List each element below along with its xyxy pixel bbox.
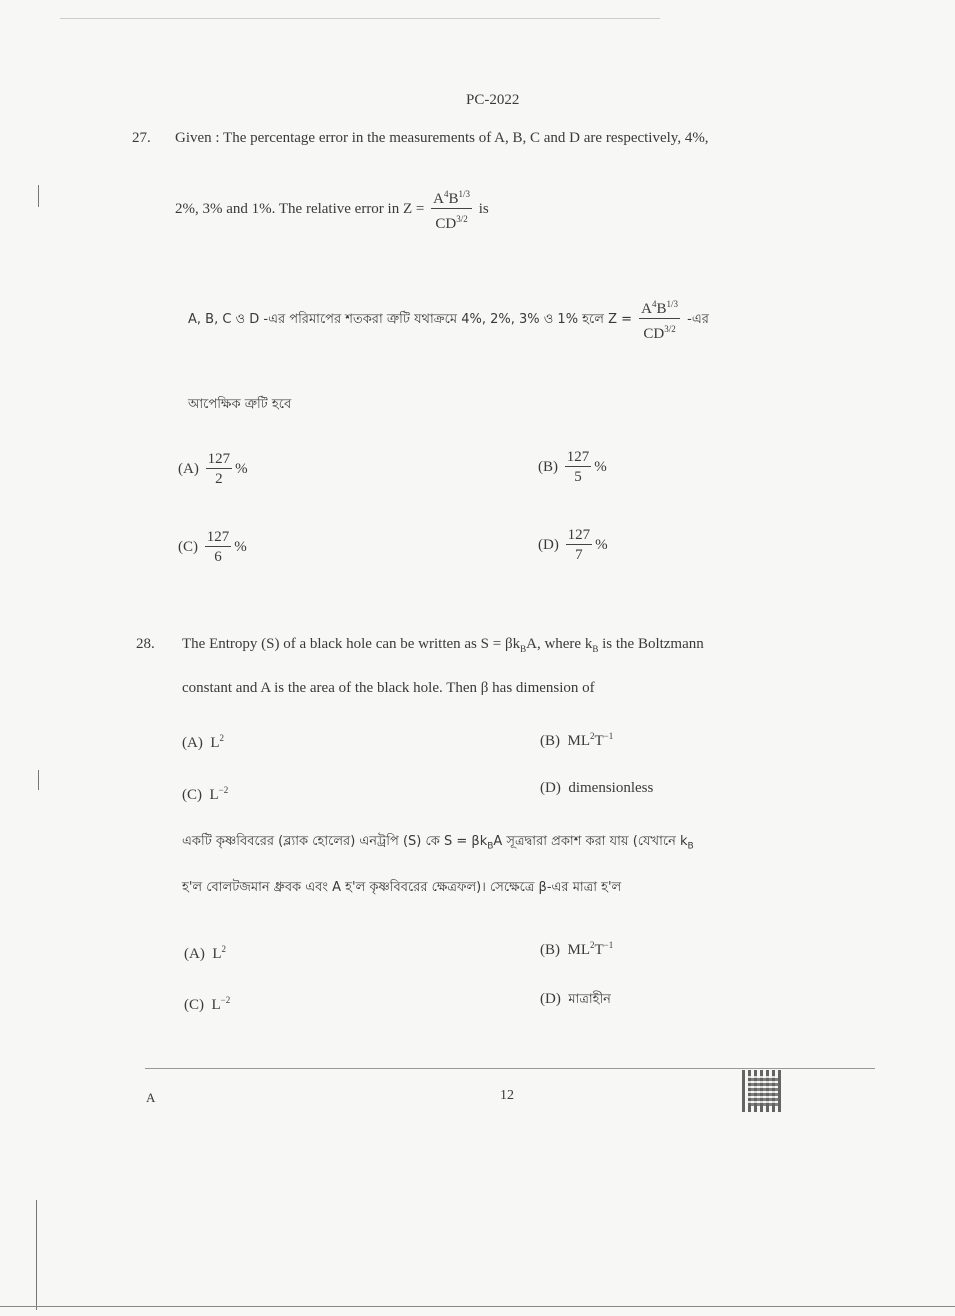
question-number: 27.: [132, 130, 151, 146]
option-c[interactable]: [178, 528, 247, 567]
fraction: [565, 448, 592, 487]
option-label: (B): [540, 733, 560, 749]
option-label: (A): [182, 735, 203, 751]
fraction: [205, 528, 232, 567]
bengali-question-text-line2: আপেক্ষিক ত্রুটি হবে: [188, 397, 292, 412]
option-d[interactable]: [540, 780, 653, 797]
t: 4: [652, 299, 657, 309]
t: L: [212, 946, 222, 962]
option-label: (D): [538, 536, 559, 553]
t: 4: [443, 189, 449, 199]
t: The Entropy (S) of a black hole can be written as S = βk: [182, 636, 521, 652]
t: L: [209, 787, 219, 803]
bengali-question-text: [188, 295, 709, 344]
option-a[interactable]: [182, 733, 224, 752]
bottom-scan-line: [0, 1306, 955, 1307]
t: B: [687, 841, 694, 852]
t: 2: [671, 324, 676, 334]
t: 6: [214, 549, 222, 565]
t: −2: [218, 785, 229, 795]
option-label: (D): [540, 780, 561, 796]
t: dimensionless: [568, 780, 654, 796]
fraction: [566, 526, 593, 565]
top-scan-line: [60, 18, 660, 19]
text: is: [478, 200, 489, 217]
t: −1: [603, 731, 614, 741]
option-label: (C): [182, 787, 202, 803]
paper-code: PC-2022: [466, 92, 520, 108]
t: 7: [575, 547, 583, 563]
t: A, where k: [526, 636, 593, 652]
t: A: [641, 301, 652, 317]
option-label: (D): [540, 991, 561, 1007]
t: 1: [458, 189, 463, 199]
t: 2: [590, 731, 595, 741]
t: B: [487, 841, 494, 852]
t: 2: [219, 733, 224, 743]
t: is the Boltzmann: [598, 636, 704, 652]
z-equals: Z =: [402, 200, 425, 217]
option-d[interactable]: [538, 526, 608, 565]
set-code: A: [146, 1090, 156, 1105]
scan-mark: [38, 770, 39, 790]
fraction: [206, 450, 233, 489]
text: 2%, 3% and 1%. The relative error in: [175, 200, 400, 217]
bengali-question-text-line2: হ'ল বোলটজমান ধ্রুবক এবং A হ'ল কৃষ্ণবিবরের ক্ষেত্রফল)। সেক্ষেত্রে β-এর মাত্রা হ'ল: [182, 880, 622, 895]
formula-fraction: $\frac{A^4B^{1/3}}{CD^{3/2}}$: [431, 185, 472, 234]
t: 127: [567, 527, 591, 543]
t: %: [595, 536, 608, 553]
option-label: (C): [184, 997, 204, 1013]
t: B: [448, 191, 459, 207]
t: 127: [207, 451, 231, 467]
question-text-line2: [175, 185, 489, 234]
bn-option-b[interactable]: [540, 940, 613, 959]
t: 2: [463, 214, 468, 224]
option-b[interactable]: [538, 448, 607, 487]
footer-rule: [145, 1068, 875, 1069]
option-a[interactable]: [178, 450, 248, 489]
option-label: (B): [538, 458, 558, 475]
option-label: (A): [178, 460, 199, 477]
scan-mark: [38, 185, 39, 207]
option-b[interactable]: [540, 731, 613, 750]
bengali-question-text: [182, 832, 694, 853]
t: T: [594, 733, 604, 749]
t: 3: [673, 299, 679, 309]
page-number: 12: [500, 1088, 514, 1103]
t: 3: [456, 214, 461, 224]
scan-mark: [36, 1200, 37, 1310]
t: T: [594, 942, 604, 958]
t: %: [594, 458, 607, 475]
qr-code: [742, 1070, 784, 1112]
t: B: [592, 644, 599, 654]
t: 3: [465, 189, 470, 199]
t: −2: [220, 995, 231, 1005]
t: %: [235, 460, 248, 477]
t: 2: [215, 471, 223, 487]
option-label: (B): [540, 942, 560, 958]
t: ML: [567, 733, 590, 749]
bn-option-d[interactable]: [540, 990, 611, 1011]
t: B: [656, 301, 667, 317]
t: 127: [206, 529, 230, 545]
option-label: (A): [184, 946, 205, 962]
t: 127: [566, 449, 590, 465]
t: মাত্রাহীন: [568, 992, 611, 1007]
option-c[interactable]: [182, 785, 228, 804]
t: %: [234, 538, 247, 555]
question-text-line2: constant and A is the area of the black hole. Then β has dimension of: [182, 680, 595, 696]
text: A, B, C ও D -এর পরিমাপের শতকরা ত্রুটি যথাক্রমে 4%, 2%, 3% ও 1% হলে: [188, 312, 604, 327]
t: B: [520, 644, 527, 654]
z-equals: Z =: [608, 312, 633, 327]
t: CD: [643, 326, 665, 342]
t: L: [211, 997, 221, 1013]
question-text: Given : The percentage error in the measurements of A, B, C and D are respectively, 4%,: [175, 130, 709, 146]
t: −1: [603, 940, 614, 950]
t: 2: [221, 944, 226, 954]
t: 1: [666, 299, 672, 309]
t: ML: [567, 942, 590, 958]
t: 2: [590, 940, 595, 950]
t: A সূত্রদ্বারা প্রকাশ করা যায় (যেখানে k: [493, 834, 688, 849]
t: 5: [574, 469, 582, 485]
t: A: [433, 191, 444, 207]
question-text: [182, 636, 704, 654]
question-number: 28.: [136, 636, 155, 652]
bn-option-a[interactable]: [184, 944, 226, 963]
option-label: (C): [178, 538, 198, 555]
t: একটি কৃষ্ণবিবরের (ব্ল্যাক হোলের) এনট্রপি (S) কে S = βk: [182, 834, 488, 849]
t: 3: [664, 324, 669, 334]
formula-fraction: $\frac{A^4B^{1/3}}{CD^{3/2}}$: [639, 295, 680, 344]
bn-option-c[interactable]: [184, 995, 230, 1014]
text: -এর: [687, 312, 709, 327]
t: L: [210, 735, 220, 751]
t: CD: [435, 216, 457, 232]
